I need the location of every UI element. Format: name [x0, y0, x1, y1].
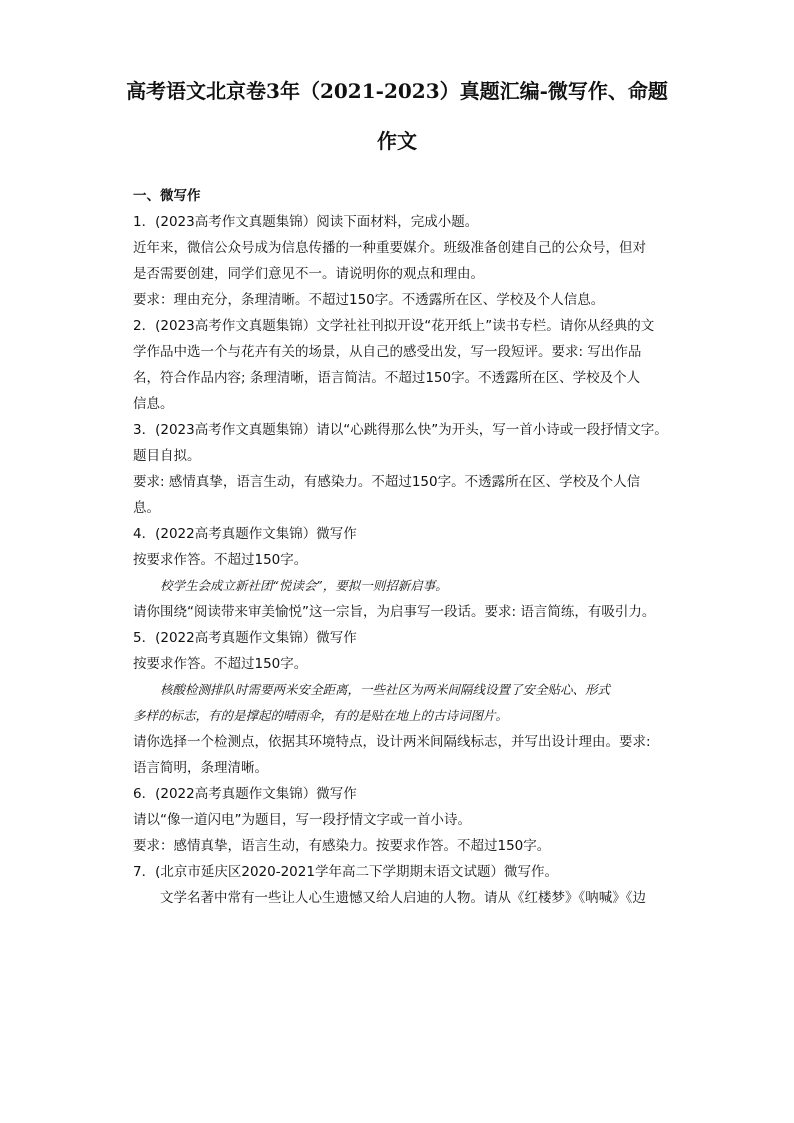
paragraph-line: 要求: 感情真挚，语言生动，有感染力。不超过150字。不透露所在区、学校及个人信: [133, 474, 641, 490]
paragraph-line: 4．(2022高考真题作文集锦）微写作: [133, 526, 357, 542]
paragraph-line: 按要求作答。不超过150字。: [133, 656, 308, 672]
paragraph-line: 题目自拟。: [133, 448, 201, 464]
paragraph-line: 请以“像一道闪电”为题目，写一段抒情文字或一首小诗。: [133, 812, 471, 828]
material-quote: 核酸检测排队时需要两米安全距离，一些社区为两米间隔线设置了安全贴心、形式: [160, 682, 611, 697]
paragraph-line: 5．(2022高考真题作文集锦）微写作: [133, 630, 357, 646]
document-body: [133, 183, 668, 911]
paragraph-line: 信息。: [133, 396, 174, 412]
paragraph-line: 名，符合作品内容; 条理清晰，语言简洁。不超过150字。不透露所在区、学校及个人: [133, 370, 641, 386]
paragraph-line: 请你选择一个检测点，依据其环境特点，设计两米间隔线标志，并写出设计理由。要求:: [133, 734, 651, 750]
paragraph-line: 是否需要创建，同学们意见不一。请说明你的观点和理由。: [133, 266, 484, 282]
paragraph-line: 文学名著中常有一些让人心生遗憾又给人启迪的人物。请从《红楼梦》《呐喊》《边: [160, 890, 646, 906]
paragraph-line: 近年来，微信公众号成为信息传播的一种重要媒介。班级准备创建自己的公众号，但对: [133, 240, 646, 256]
paragraph-line: 3．(2023高考作文真题集锦）请以“心跳得那么快”为开头，写一首小诗或一段抒情文字。: [133, 422, 668, 438]
paragraph-line: 1．(2023高考作文真题集锦）阅读下面材料，完成小题。: [133, 214, 479, 230]
paragraph-line: 7．(北京市延庆区2020-2021学年高二下学期期末语文试题）微写作。: [133, 864, 558, 880]
paragraph-line: 2．(2023高考作文真题集锦）文学社社刊拟开设“花开纸上”读书专栏。请你从经典的文: [133, 318, 655, 334]
document-title: [100, 66, 694, 166]
material-quote: 校学生会成立新社团“悦读会”，要拟一则招新启事。: [160, 578, 448, 593]
paragraph-line: 要求：感情真挚，语言生动，有感染力。按要求作答。不超过150字。: [133, 838, 551, 854]
paragraph-line: 6．(2022高考真题作文集锦）微写作: [133, 786, 357, 802]
paragraph-line: 按要求作答。不超过150字。: [133, 552, 308, 568]
title-line-2: 作文: [377, 129, 417, 153]
paragraph-line: 语言简明，条理清晰。: [133, 760, 268, 776]
title-line-1: 高考语文北京卷3年（2021-2023）真题汇编-微写作、命题: [126, 79, 668, 103]
paragraph-line: 请你围绕“阅读带来审美愉悦”这一宗旨，为启事写一段话。要求: 语言简练，有吸引力。: [133, 604, 656, 620]
section-heading: 一、微写作: [133, 188, 201, 204]
paragraph-line: 要求：理由充分，条理清晰。不超过150字。不透露所在区、学校及个人信息。: [133, 292, 605, 308]
paragraph-line: 息。: [133, 500, 160, 516]
material-quote: 多样的标志，有的是撑起的晴雨伞，有的是贴在地上的古诗词图片。: [133, 708, 509, 723]
paragraph-line: 学作品中选一个与花卉有关的场景，从自己的感受出发，写一段短评。要求: 写出作品: [133, 344, 642, 360]
